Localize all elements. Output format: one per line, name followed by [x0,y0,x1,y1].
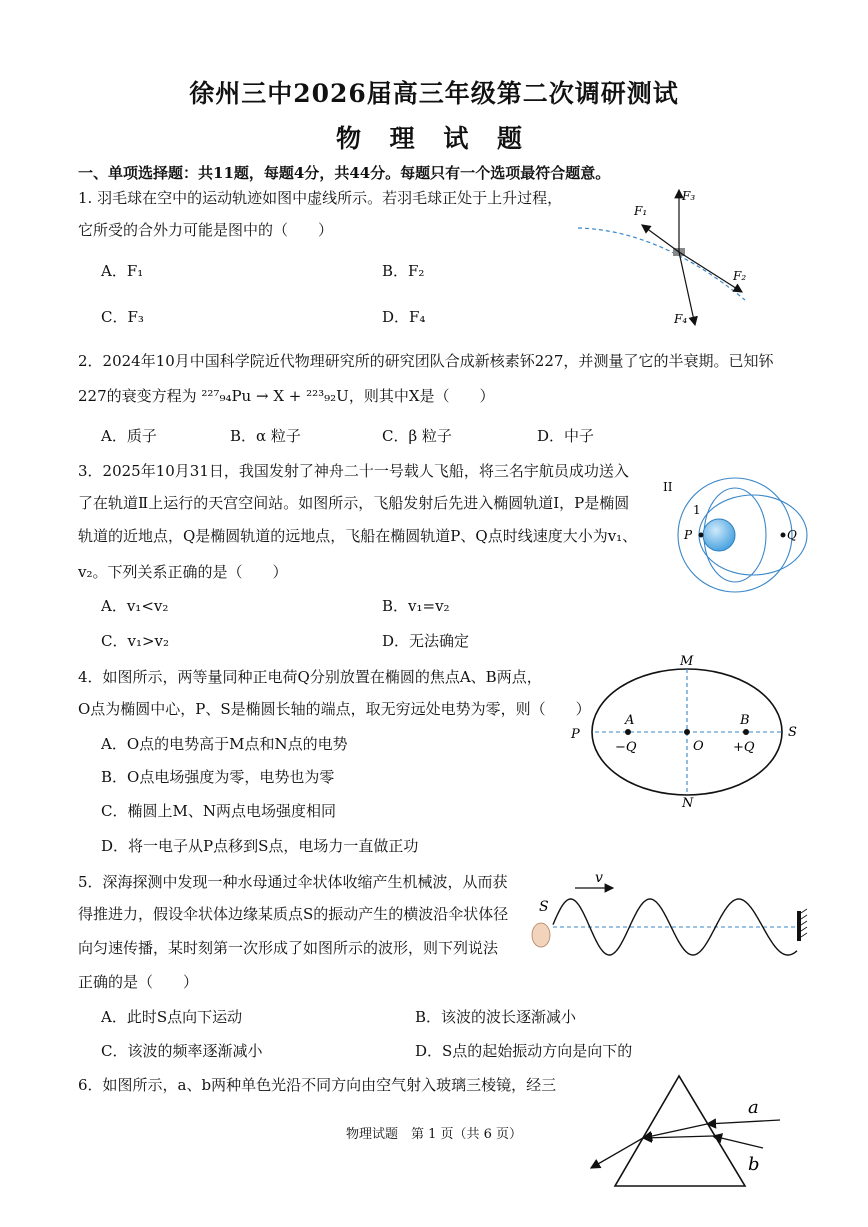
force-f1-arrow [642,225,679,252]
q6-line1: 6．如图所示，a、b两种单色光沿不同方向由空气射入玻璃三棱镜，经三 [78,1076,557,1094]
exam-title: 徐州三中2026届高三年级第二次调研测试 [189,79,679,108]
q3-line3: 轨道的近地点，Q是椭圆轨道的远地点，飞船在椭圆轨道P、Q点时线速度大小为v₁、 [78,527,638,545]
q2-line2: 227的衰变方程为 ²²⁷₉₄Pu → X + ²²³₉₂U，则其中X是（ ） [78,387,495,405]
q2-line1: 2．2024年10月中国科学院近代物理研究所的研究团队合成新核素钚227，并测量了它的半衰期。已知钚 [78,352,774,370]
charge-a-dot [625,729,631,735]
qb-label: +Q [733,740,755,755]
q3-option-b: B．v₁=v₂ [382,597,450,615]
s-label: S [788,725,797,740]
a-label: A [625,713,635,728]
q1-line2: 它所受的合外力可能是图中的（ ） [78,221,334,239]
q1-force-diagram [570,180,770,335]
orbit-ii-label: II [663,480,673,494]
q3-option-c: C．v₁>v₂ [101,632,170,650]
q5-option-d: D．S点的起始振动方向是向下的 [415,1042,633,1060]
f1-label: F₁ [634,204,648,218]
q5-line4: 正确的是（ ） [78,973,199,991]
q5-option-a: A．此时S点向下运动 [101,1008,243,1026]
point-p [699,533,704,538]
page-footer: 物理试题 第 1 页（共 6 页） [345,1127,523,1142]
q5-line2: 得推进力，假设伞状体边缘某质点S的振动产生的横波沿伞状体径 [78,905,509,923]
center-o-dot [684,729,690,735]
q3-line2: 了在轨道Ⅱ上运行的天宫空间站。如图所示，飞船发射后先进入椭圆轨道Ⅰ，P是椭圆 [78,494,630,512]
o-label: O [693,739,704,754]
qa-label: −Q [615,740,637,755]
q2-option-a: A．质子 [101,427,157,445]
wall-hatching [801,909,807,937]
q3-option-d: D．无法确定 [382,632,470,650]
wall [797,911,801,941]
q2-option-d: D．中子 [537,427,595,445]
q3-option-a: A．v₁<v₂ [101,597,169,615]
f2-label: F₂ [733,269,747,283]
q4-line1: 4．如图所示，两等量同种正电荷Q分别放置在椭圆的焦点A、B两点， [78,668,542,686]
q5-option-b: B．该波的波长逐渐减小 [415,1008,577,1026]
q4-option-c: C．椭圆上M、N两点电场强度相同 [101,802,336,820]
q3-line1: 3．2025年10月31日，我国发射了神舟二十一号载人飞船，将三名宇航员成功送入 [78,462,629,480]
point-q [781,533,786,538]
earth-icon [703,519,735,551]
n-label: N [682,796,694,810]
ray-out [591,1138,643,1168]
q-label: Q [787,528,797,542]
q5-wave-diagram [525,865,810,960]
q1-line1: 1. 羽毛球在空中的运动轨迹如图中虚线所示。若羽毛球正处于上升过程， [78,189,563,207]
hand-icon [532,923,550,947]
s-label: S [539,899,549,915]
q1-option-d: D．F₄ [382,308,426,326]
q5-line1: 5．深海探测中发现一种水母通过伞状体收缩产生机械波，从而获 [78,873,508,891]
q4-option-b: B．O点电场强度为零，电势也为零 [101,768,335,786]
q4-option-d: D．将一电子从P点移到S点，电场力一直做正功 [101,837,419,855]
b-label: B [740,713,750,728]
q4-ellipse-diagram [565,650,805,810]
q4-option-a: A．O点的电势高于M点和N点的电势 [101,735,348,753]
section-heading: 一、单项选择题：共11题，每题4分，共44分。每题只有一个选项最符合题意。 [78,164,611,182]
q1-option-a: A．F₁ [101,262,144,280]
q1-option-b: B．F₂ [382,262,425,280]
f3-label: F₃ [682,189,696,203]
q2-option-b: B．α 粒子 [230,427,301,445]
charge-b-dot [743,729,749,735]
m-label: M [680,654,694,669]
q5-line3: 向匀速传播，某时刻第一次形成了如图所示的波形，则下列说法 [78,939,499,957]
exam-subtitle: 物 理 试 题 [335,124,533,153]
f4-label: F₄ [674,312,688,326]
b-label: b [748,1154,760,1175]
q5-option-c: C．该波的频率逐渐减小 [101,1042,263,1060]
q3-line4: v₂。下列关系正确的是（ ） [78,563,288,581]
a-label: a [748,1097,759,1118]
q1-option-c: C．F₃ [101,308,144,326]
q3-orbit-diagram [655,470,815,595]
q2-option-c: C．β 粒子 [382,427,452,445]
v-label: v [595,870,603,886]
orbit-i-label: 1 [693,503,701,517]
q4-line2: O点为椭圆中心，P、S是椭圆长轴的端点，取无穷远处电势为零，则（ ） [78,700,591,718]
p-label: P [684,528,693,542]
p-label: P [571,727,580,742]
